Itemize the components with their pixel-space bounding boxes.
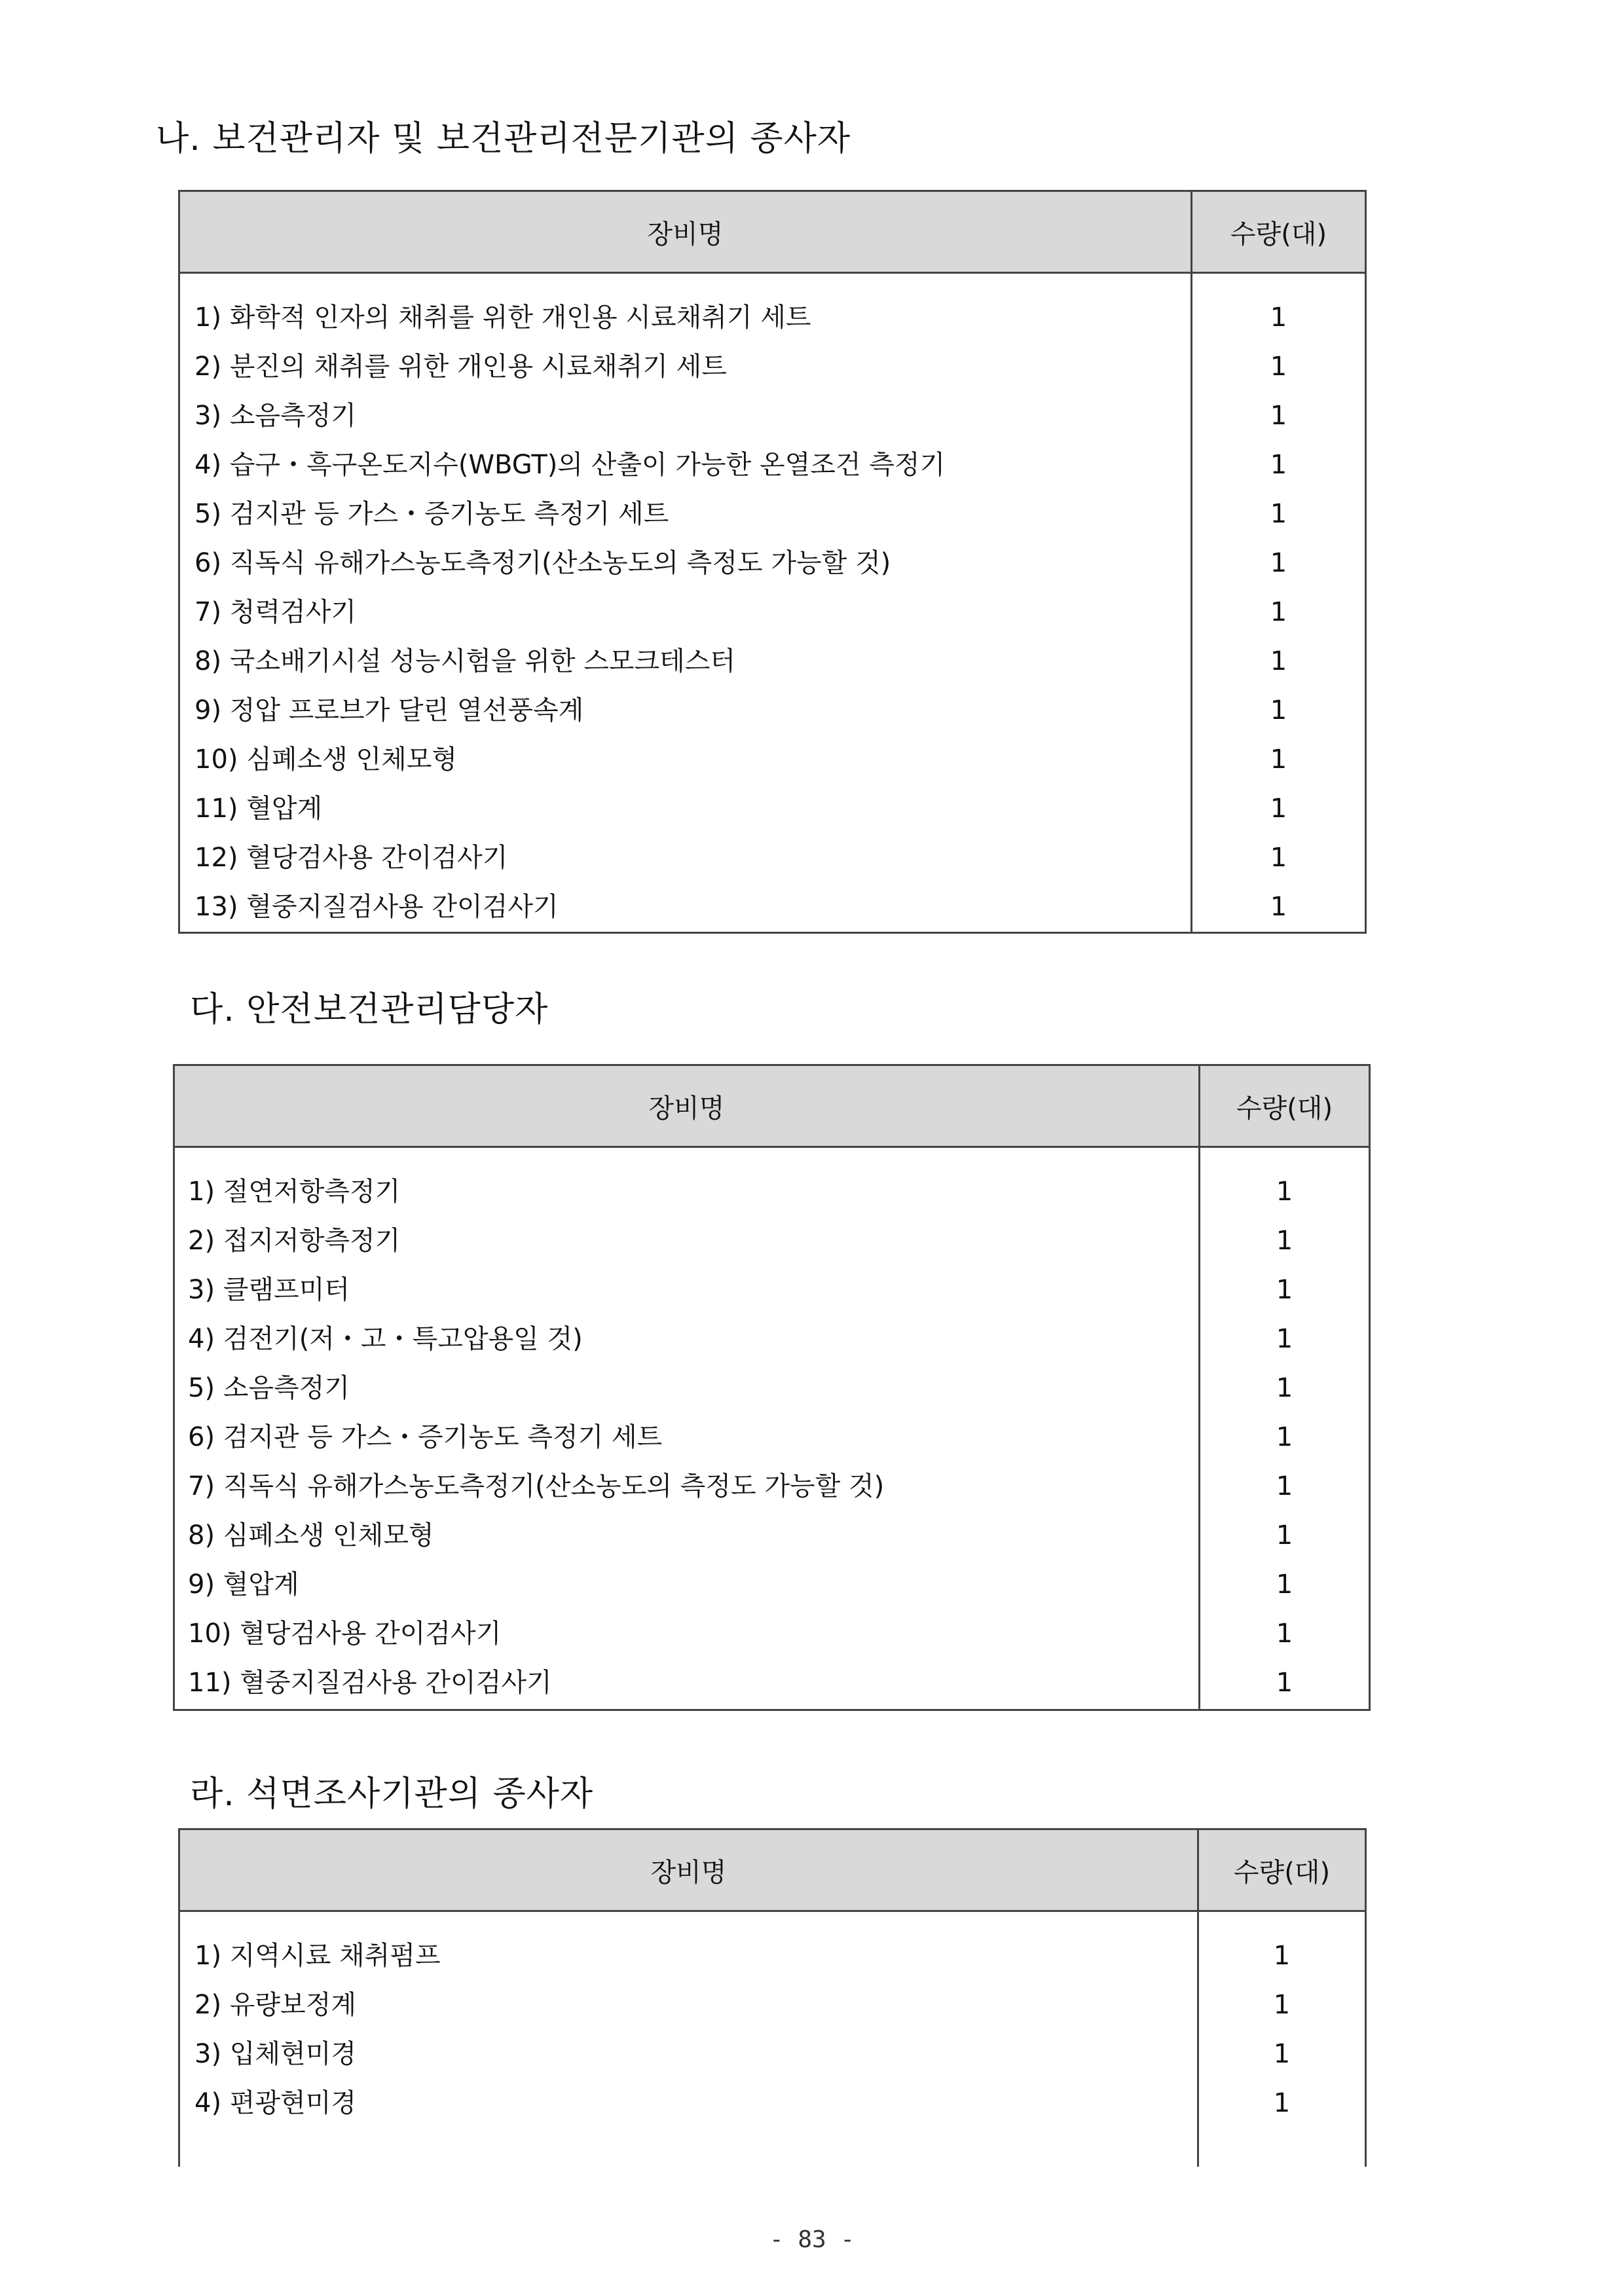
quantity-value: 1 xyxy=(1276,1570,1293,1600)
list-item: 4) 습구・흑구온도지수(WBGT)의 산출이 가능한 온열조건 측정기 xyxy=(194,450,946,480)
quantity-cell xyxy=(1192,273,1366,933)
list-item: 1) 지역시료 채취펌프 xyxy=(194,1941,441,1971)
list-item: 11) 혈압계 xyxy=(194,794,323,824)
table-header-row xyxy=(179,1829,1366,1911)
quantity-value: 1 xyxy=(1270,794,1287,824)
table-row xyxy=(179,273,1366,933)
equipment-name-header: 장비명 xyxy=(174,1065,1200,1147)
list-item: 5) 소음측정기 xyxy=(188,1373,350,1403)
quantity-value: 1 xyxy=(1276,1226,1293,1256)
quantity-value: 1 xyxy=(1276,1422,1293,1452)
equipment-name-cell xyxy=(179,273,1192,933)
quantity-value: 1 xyxy=(1270,597,1287,627)
list-item: 1) 화학적 인자의 채취를 위한 개인용 시료채취기 세트 xyxy=(194,303,811,333)
list-item: 2) 유량보정계 xyxy=(194,1990,356,2020)
list-item: 11) 혈중지질검사용 간이검사기 xyxy=(188,1668,552,1698)
list-item: 8) 국소배기시설 성능시험을 위한 스모크테스터 xyxy=(194,646,736,676)
list-item: 3) 클램프미터 xyxy=(188,1275,350,1305)
list-item: 6) 검지관 등 가스・증기농도 측정기 세트 xyxy=(188,1422,663,1452)
quantity-header: 수량(대) xyxy=(1198,1829,1366,1911)
list-item: 2) 분진의 채취를 위한 개인용 시료채취기 세트 xyxy=(194,352,727,382)
list-item: 9) 정압 프로브가 달린 열선풍속계 xyxy=(194,695,584,725)
list-item: 1) 절연저항측정기 xyxy=(188,1177,401,1207)
quantity-header: 수량(대) xyxy=(1192,191,1366,273)
quantity-value: 1 xyxy=(1276,1619,1293,1649)
list-item: 7) 직독식 유해가스농도측정기(산소농도의 측정도 가능할 것) xyxy=(188,1471,885,1501)
list-item: 8) 심폐소생 인체모형 xyxy=(188,1520,434,1551)
table-header-row xyxy=(179,191,1366,273)
quantity-value: 1 xyxy=(1273,1990,1291,2020)
quantity-value: 1 xyxy=(1276,1177,1293,1207)
list-item: 4) 검전기(저・고・특고압용일 것) xyxy=(188,1324,583,1354)
list-item: 4) 편광현미경 xyxy=(194,2088,356,2118)
quantity-cell xyxy=(1200,1147,1370,1710)
quantity-value: 1 xyxy=(1270,744,1287,775)
quantity-value: 1 xyxy=(1276,1324,1293,1354)
table-header-row xyxy=(174,1065,1370,1147)
quantity-value: 1 xyxy=(1273,1941,1291,1971)
list-item: 7) 청력검사기 xyxy=(194,597,356,627)
list-item: 5) 검지관 등 가스・증기농도 측정기 세트 xyxy=(194,499,669,529)
quantity-value: 1 xyxy=(1270,646,1287,676)
list-item: 12) 혈당검사용 간이검사기 xyxy=(194,843,508,873)
list-item: 13) 혈중지질검사용 간이검사기 xyxy=(194,892,559,922)
list-item: 3) 입체현미경 xyxy=(194,2039,356,2069)
list-item: 3) 소음측정기 xyxy=(194,401,356,431)
list-item: 10) 심폐소생 인체모형 xyxy=(194,744,458,775)
equipment-table xyxy=(173,1064,1371,1711)
equipment-table xyxy=(178,190,1367,934)
list-item: 6) 직독식 유해가스농도측정기(산소농도의 측정도 가능할 것) xyxy=(194,548,891,578)
quantity-value: 1 xyxy=(1276,1373,1293,1403)
list-item: 10) 혈당검사용 간이검사기 xyxy=(188,1619,502,1649)
equipment-name-header: 장비명 xyxy=(179,1829,1198,1911)
equipment-table xyxy=(178,1828,1367,2167)
quantity-value: 1 xyxy=(1270,843,1287,873)
quantity-value: 1 xyxy=(1276,1520,1293,1551)
quantity-value: 1 xyxy=(1270,450,1287,480)
equipment-name-header: 장비명 xyxy=(179,191,1192,273)
equipment-name-cell xyxy=(179,1911,1198,2167)
quantity-cell xyxy=(1198,1911,1366,2167)
page-number: - 83 - xyxy=(769,2226,855,2253)
quantity-value: 1 xyxy=(1270,499,1287,529)
quantity-value: 1 xyxy=(1273,2039,1291,2069)
quantity-value: 1 xyxy=(1270,892,1287,922)
quantity-value: 1 xyxy=(1276,1471,1293,1501)
table-row xyxy=(174,1147,1370,1710)
quantity-value: 1 xyxy=(1270,401,1287,431)
list-item: 9) 혈압계 xyxy=(188,1570,299,1600)
equipment-name-cell xyxy=(174,1147,1200,1710)
quantity-value: 1 xyxy=(1270,548,1287,578)
quantity-value: 1 xyxy=(1276,1668,1293,1698)
quantity-value: 1 xyxy=(1273,2088,1291,2118)
table-row xyxy=(179,1911,1366,2167)
quantity-value: 1 xyxy=(1270,303,1287,333)
section-title: 다. 안전보건관리담당자 xyxy=(190,990,549,1029)
section-title: 라. 석면조사기관의 종사자 xyxy=(190,1774,594,1814)
section-title: 나. 보건관리자 및 보건관리전문기관의 종사자 xyxy=(156,119,851,158)
quantity-value: 1 xyxy=(1270,352,1287,382)
quantity-value: 1 xyxy=(1276,1275,1293,1305)
quantity-value: 1 xyxy=(1270,695,1287,725)
quantity-header: 수량(대) xyxy=(1200,1065,1370,1147)
list-item: 2) 접지저항측정기 xyxy=(188,1226,401,1256)
